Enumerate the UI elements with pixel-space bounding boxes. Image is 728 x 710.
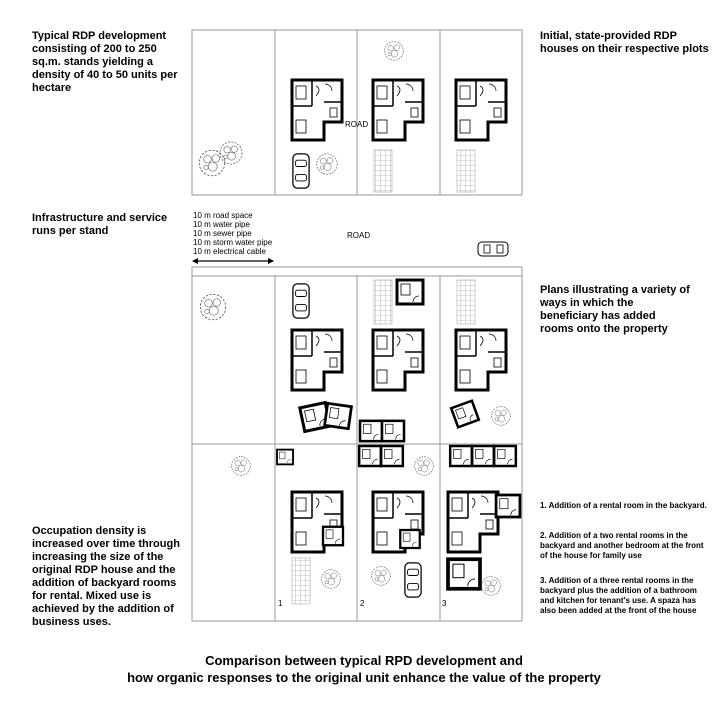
- figure-caption-line-2: how organic responses to the original unit enhance the value of the property: [127, 670, 601, 685]
- tree-icon: [482, 577, 501, 596]
- rdp-house-plan: [292, 80, 342, 140]
- figure-caption-line-1: Comparison between typical RPD development and: [205, 653, 523, 668]
- road-label-middle: ROAD: [347, 231, 371, 240]
- tree-icon: [322, 570, 341, 589]
- plot-number-2: 2: [360, 599, 365, 608]
- rdp-house-plan: [373, 330, 423, 390]
- backyard-room: [382, 421, 404, 441]
- paved-driveway: [457, 150, 475, 192]
- rdp-house-plan: [456, 330, 506, 390]
- road-label-top: ROAD: [345, 120, 369, 129]
- backyard-room: [397, 280, 423, 304]
- tree-icon: [372, 567, 391, 586]
- backyard-room: [359, 446, 381, 466]
- backyard-room: [472, 446, 494, 466]
- paved-driveway: [457, 280, 475, 324]
- rdp-house-plan: [456, 80, 506, 140]
- extended-plots-block: [192, 267, 522, 621]
- backyard-room: [494, 446, 516, 466]
- added-bedroom: [323, 527, 343, 545]
- car-icon: [405, 563, 421, 597]
- initial-plots-block: [192, 30, 522, 195]
- plot-number-3: 3: [442, 599, 447, 608]
- service-run-item: 10 m storm water pipe: [193, 238, 273, 247]
- tree-icon: [220, 142, 242, 164]
- backyard-room: [325, 403, 352, 428]
- note-typical-rdp: Typical RDP development consisting of 200 to 250 sq.m. stands yielding a density of 40 to 50 units per hectare: [32, 30, 178, 94]
- backyard-room: [277, 450, 293, 465]
- car-icon: [293, 154, 309, 188]
- car-icon: [293, 284, 309, 318]
- backyard-room: [360, 421, 382, 441]
- car-icon: [478, 242, 508, 256]
- tree-icon: [200, 294, 226, 320]
- tree-icon: [385, 42, 404, 61]
- note-occupation-density: Occupation density is increased over time through increasing the size of the original RDP house and the addition of backyard rooms for rental. Mixed use is achieved by the addition of business uses.: [32, 525, 180, 628]
- rdp-house-plan: [292, 330, 342, 390]
- service-run-item: 10 m road space: [193, 211, 253, 220]
- spaza-shop: [448, 559, 480, 589]
- backyard-room: [450, 446, 472, 466]
- service-run-item: 10 m sewer pipe: [193, 229, 252, 238]
- note-infrastructure: Infrastructure and service runs per stand: [32, 212, 168, 237]
- paved-driveway: [374, 150, 392, 192]
- tree-icon: [415, 457, 434, 476]
- note-initial-houses: Initial, state-provided RDP houses on their respective plots: [540, 30, 709, 55]
- tree-icon: [317, 154, 337, 174]
- paved-driveway: [292, 558, 310, 604]
- service-run-item: 10 m electrical cable: [193, 247, 266, 256]
- backyard-room: [451, 401, 479, 428]
- rdp-house-plan: [373, 80, 423, 140]
- legend-item-3: 3. Addition of a three rental rooms in the backyard plus the addition of a bathroom and kitchen for tenant's use. A spaza has also been added at the front of the house: [540, 576, 697, 615]
- added-bedroom: [400, 530, 420, 548]
- note-plans: Plans illustrating a variety of ways in which the beneficiary has added rooms onto the property: [540, 284, 690, 335]
- service-run-item: 10 m water pipe: [193, 220, 250, 229]
- backyard-room: [381, 446, 403, 466]
- rdp-house-plan: [448, 492, 498, 552]
- plot-number-1: 1: [278, 599, 283, 608]
- tree-icon: [199, 150, 225, 176]
- legend-item-1: 1. Addition of a rental room in the backyard.: [540, 501, 707, 510]
- infrastructure-road: [192, 231, 508, 264]
- added-bathroom-kitchen: [496, 495, 520, 517]
- paved-driveway: [374, 280, 392, 324]
- tree-icon: [232, 457, 251, 476]
- legend-item-2: 2. Addition of a two rental rooms in the backyard and another bedroom at the front of the house for family use: [540, 531, 704, 560]
- tree-icon: [492, 407, 511, 426]
